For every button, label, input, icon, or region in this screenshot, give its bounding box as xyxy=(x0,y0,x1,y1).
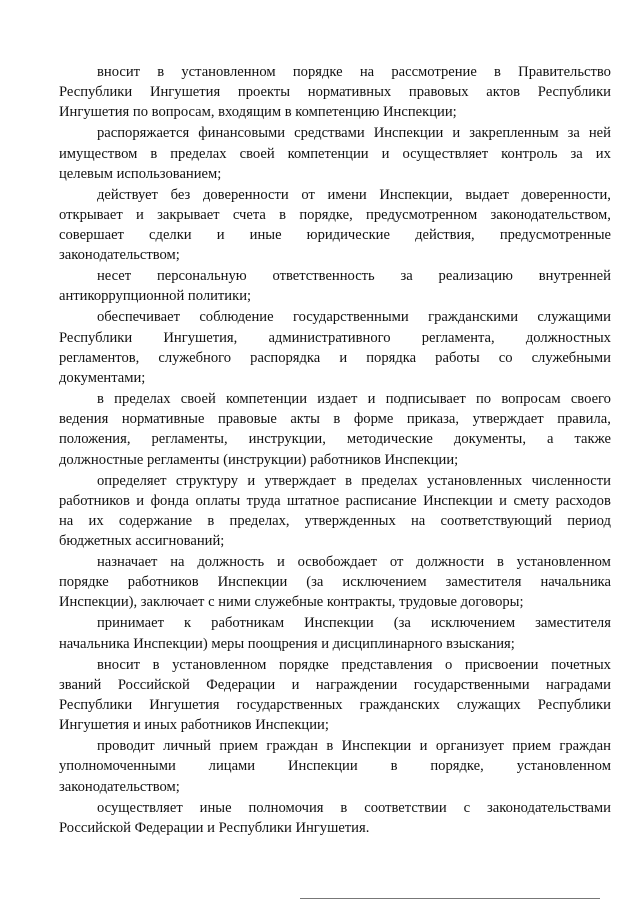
text-line: положения, регламенты, инструкции, методические документы, а также xyxy=(59,431,611,448)
text-line: регламентов, служебного распорядка и порядка работы со служебными xyxy=(59,349,611,366)
text-line: совершает сделки и иные юридические действия, предусмотренные xyxy=(59,227,611,244)
text-line: несет персональную ответственность за реализацию внутренней xyxy=(97,268,611,285)
paragraph xyxy=(59,389,611,470)
paragraph xyxy=(59,471,611,552)
text-line: на их содержание в пределах, утвержденных на соответствующий период xyxy=(59,512,611,529)
paragraph xyxy=(59,736,611,797)
text-line: целевым использованием; xyxy=(59,165,222,182)
text-line: Инспекции), заключает с ними служебные контракты, трудовые договоры; xyxy=(59,594,524,611)
text-line: работников и фонда оплаты труда штатное расписание Инспекции и смету расходов xyxy=(59,492,611,509)
paragraph xyxy=(59,655,611,736)
paragraph xyxy=(59,185,611,266)
text-line: Республики Ингушетия проекты нормативных правовых актов Республики xyxy=(59,84,611,101)
text-line: начальника Инспекции) меры поощрения и дисциплинарного взыскания; xyxy=(59,635,515,652)
text-line: Ингушетия и иных работников Инспекции; xyxy=(59,717,329,734)
text-line: действует без доверенности от имени Инспекции, выдает доверенности, xyxy=(97,186,611,203)
text-line: определяет структуру и утверждает в пределах установленных численности xyxy=(97,472,611,489)
text-line: назначает на должность и освобождает от должности в установленном xyxy=(97,554,611,571)
text-line: Республики Ингушетия государственных гражданских служащих Республики xyxy=(59,696,611,713)
text-line: бюджетных ассигнований; xyxy=(59,533,225,550)
text-line: проводит личный прием граждан в Инспекции и организует прием граждан xyxy=(97,738,611,755)
text-line: уполномоченными лицами Инспекции в порядке, установленном xyxy=(59,758,611,775)
text-line: антикоррупционной политики; xyxy=(59,288,252,305)
text-line: Ингушетия по вопросам, входящим в компетенцию Инспекции; xyxy=(59,104,457,121)
bottom-rule xyxy=(300,898,600,899)
text-line: должностные регламенты (инструкции) работников Инспекции; xyxy=(59,451,459,468)
document-body xyxy=(59,62,611,839)
text-line: законодательством; xyxy=(59,778,180,795)
text-line: обеспечивает соблюдение государственными гражданскими служащими xyxy=(97,309,611,326)
text-line: ведения нормативные правовые акты в форме приказа, утверждает правила, xyxy=(59,411,611,428)
text-line: осуществляет иные полномочия в соответствии с законодательствами xyxy=(97,799,611,816)
paragraph xyxy=(59,552,611,613)
text-line: имуществом в пределах своей компетенции и осуществляет контроль за их xyxy=(59,145,611,162)
paragraph xyxy=(59,798,611,838)
paragraph xyxy=(59,62,611,123)
text-line: распоряжается финансовыми средствами Инспекции и закрепленным за ней xyxy=(97,125,611,142)
text-line: открывает и закрывает счета в порядке, предусмотренном законодательством, xyxy=(59,206,611,223)
paragraph xyxy=(59,613,611,653)
text-line: вносит в установленном порядке на рассмотрение в Правительство xyxy=(97,64,611,80)
text-line: документами; xyxy=(59,370,146,386)
paragraph xyxy=(59,266,611,306)
paragraph xyxy=(59,307,611,388)
text-line: званий Российской Федерации и награждении государственными наградами xyxy=(59,676,611,693)
text-line: порядке работников Инспекции (за исключением заместителя начальника xyxy=(59,574,611,591)
paragraph xyxy=(59,123,611,184)
text-line: законодательством; xyxy=(59,247,180,264)
text-line: вносит в установленном порядке представления о присвоении почетных xyxy=(97,656,611,673)
text-line: Российской Федерации и Республики Ингушетия. xyxy=(59,819,370,836)
text-line: Республики Ингушетия, административного регламента, должностных xyxy=(59,329,611,346)
text-line: принимает к работникам Инспекции (за исключением заместителя xyxy=(97,615,611,632)
text-line: в пределах своей компетенции издает и подписывает по вопросам своего xyxy=(97,390,611,407)
